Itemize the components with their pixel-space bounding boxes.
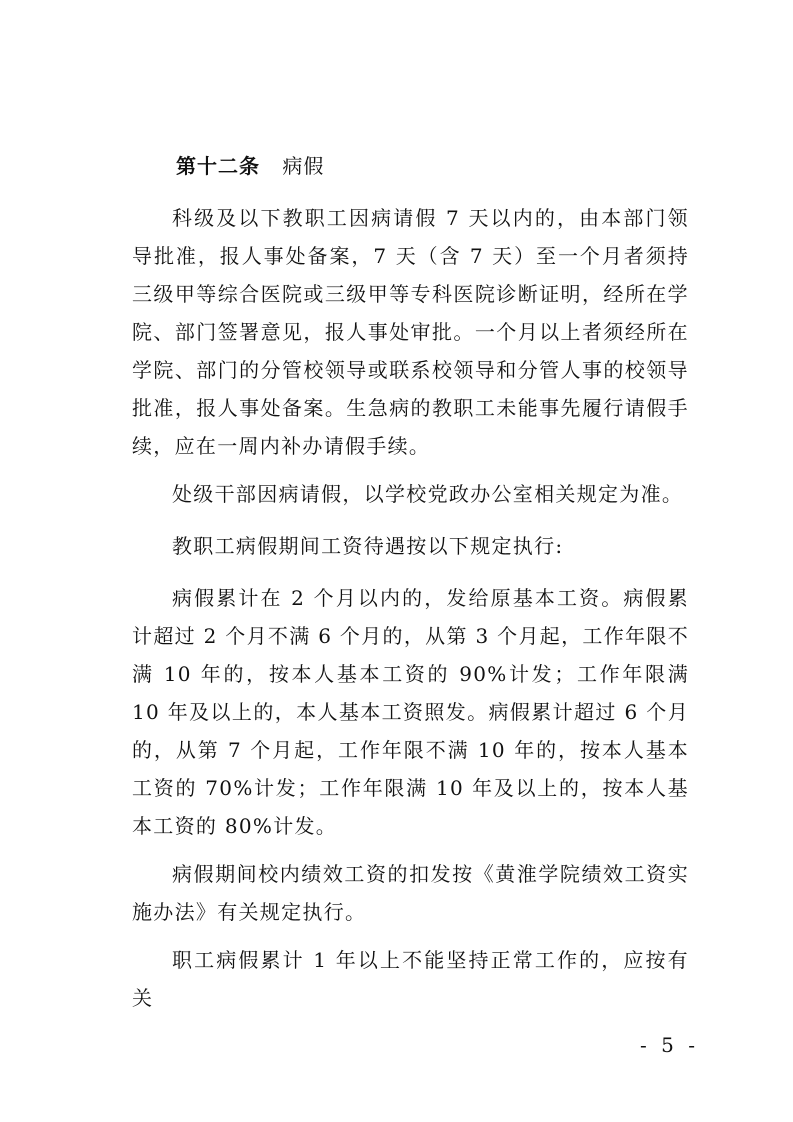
article-body xyxy=(132,199,689,1027)
paragraph-long-term-leave: 职工病假累计 1 年以上不能坚持正常工作的，应按有关 xyxy=(132,948,689,1010)
paragraph-salary-rules: 病假累计在 2 个月以内的，发给原基本工资。病假累计超过 2 个月不满 6 个月的，从第 3 个月起，工作年限不满 10 年的，按本人基本工资的 90%计发；工作年限满 10 年及以上的，本人基本工资照发。病假累计超过 6 个月的，从第 7 个月起，工作年限不满 10 年的，按本人基本工资的 70%计发；工作年限满 10 年及以上的，按本人基本工资的 80%计发。 xyxy=(132,586,689,838)
paragraph-cadre-rule: 处级干部因病请假，以学校党政办公室相关规定为准。 xyxy=(172,482,684,506)
article-title: 病假 xyxy=(282,154,325,178)
article-number: 第十二条 xyxy=(176,154,260,178)
article-heading xyxy=(176,146,324,186)
paragraph-salary-intro: 教职工病假期间工资待遇按以下规定执行: xyxy=(172,534,564,558)
paragraph-performance-pay: 病假期间校内绩效工资的扣发按《黄淮学院绩效工资实施办法》有关规定执行。 xyxy=(132,862,689,924)
paragraph-sick-leave-approval: 科级及以下教职工因病请假 7 天以内的，由本部门领导批准，报人事处备案，7 天（含 7 天）至一个月者须持三级甲等综合医院或三级甲等专科医院诊断证明，经所在学院、部门签署意见，报人事处审批。一个月以上者须经所在学院、部门的分管校领导或联系校领导和分管人事的校领导批准，报人事处备案。生急病的教职工未能事先履行请假手续，应在一周内补办请假手续。 xyxy=(132,206,689,458)
page-number: - 5 - xyxy=(640,1033,699,1057)
